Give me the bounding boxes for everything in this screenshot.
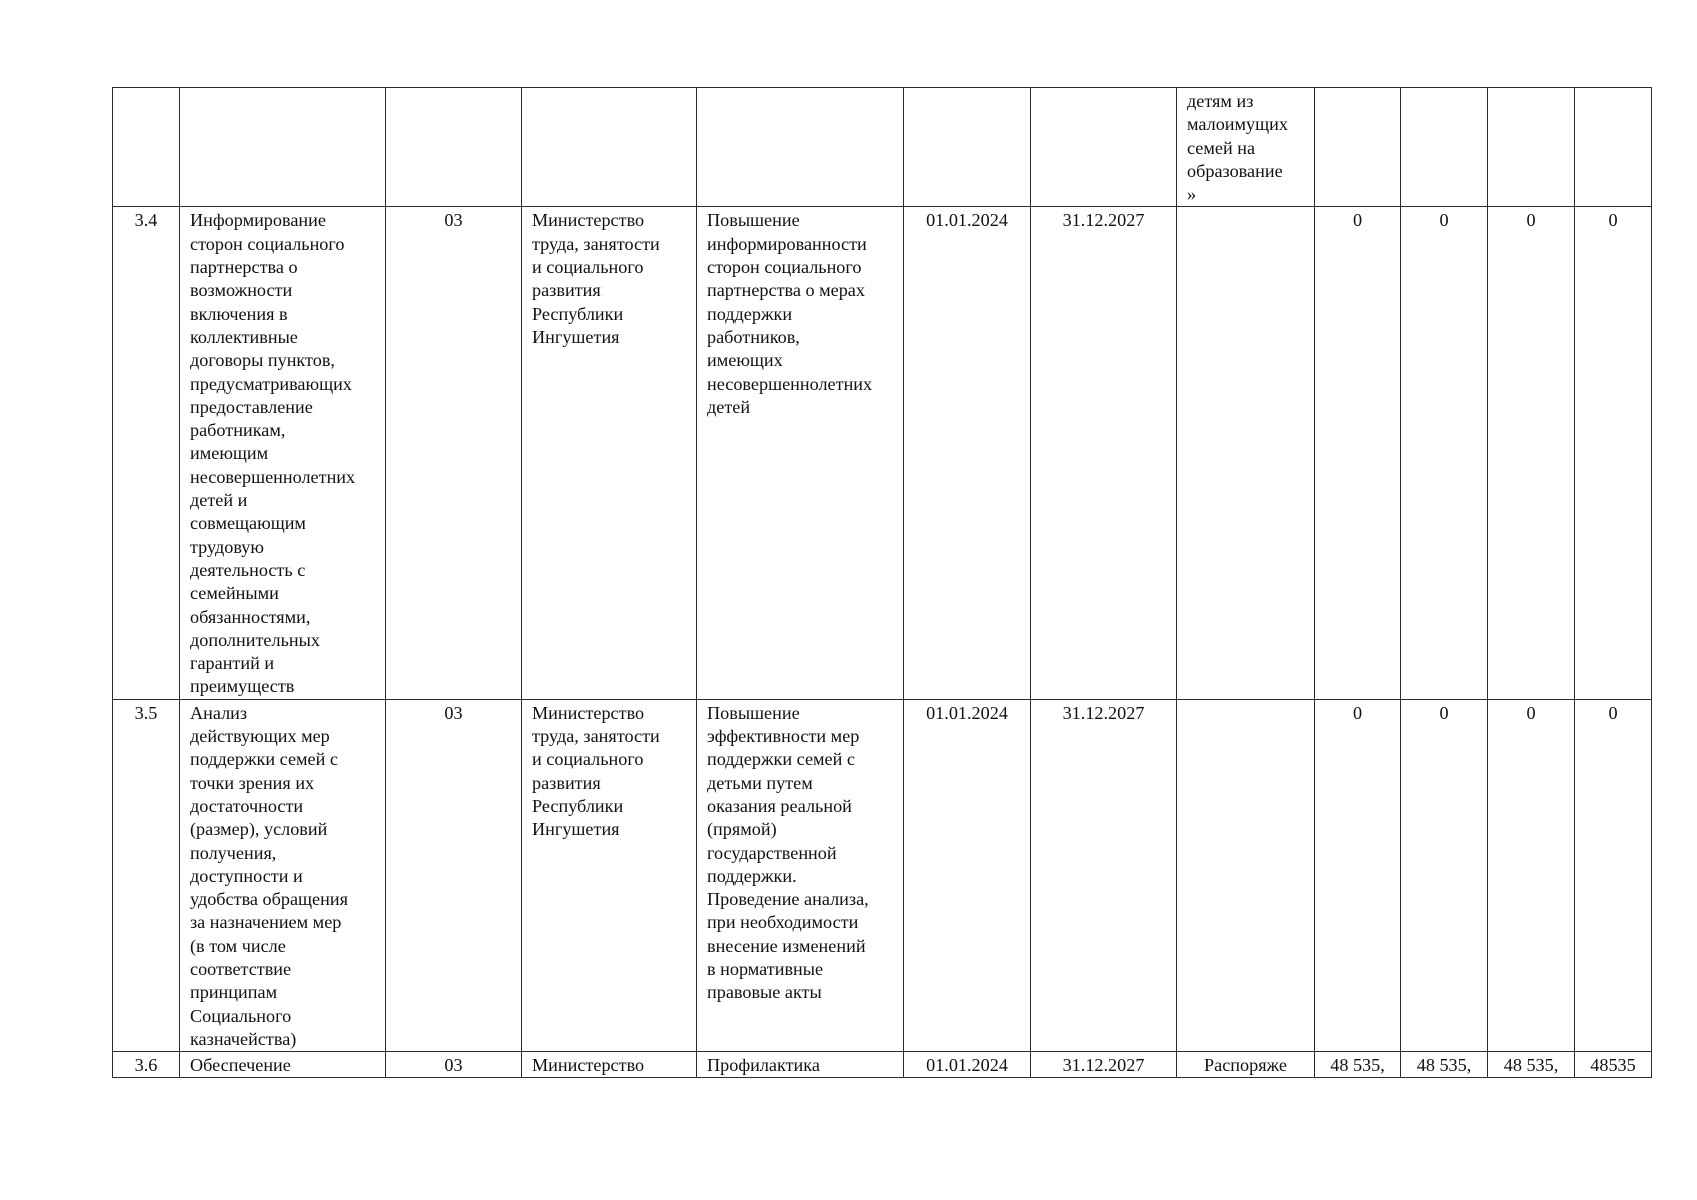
- cell-value: [1575, 88, 1652, 207]
- cell-code: 03: [386, 699, 522, 1051]
- cell-value: 0: [1401, 207, 1488, 699]
- cell-note: [1177, 207, 1315, 699]
- cell-code: 03: [386, 1052, 522, 1078]
- cell-value: 0: [1488, 207, 1575, 699]
- cell-num: 3.5: [113, 699, 180, 1051]
- cell-value: [1488, 88, 1575, 207]
- cell-name: Информирование сторон социального партнерства о возможности включения в коллективные договоры пунктов, предусматривающих предоставление работникам, имеющим несовершеннолетних детей и совмещающим трудовую деятельность с семейными обязанностями, дополнительных гарантий и преимуществ: [180, 207, 386, 699]
- table-row: [113, 1052, 1652, 1078]
- cell-executor: Министерство: [522, 1052, 697, 1078]
- cell-code: 03: [386, 207, 522, 699]
- cell-value: 0: [1575, 699, 1652, 1051]
- cell-value: 0: [1315, 207, 1401, 699]
- measures-table: [112, 87, 1652, 1078]
- cell-code: [386, 88, 522, 207]
- cell-value: 0: [1401, 699, 1488, 1051]
- cell-note: детям из малоимущих семей на образование »: [1177, 88, 1315, 207]
- cell-value: [1315, 88, 1401, 207]
- cell-name: Анализ действующих мер поддержки семей с точки зрения их достаточности (размер), условий получения, доступности и удобства обращения за назначением мер (в том числе соответствие принципам Социального казначейства): [180, 699, 386, 1051]
- cell-end: 31.12.2027: [1031, 207, 1177, 699]
- cell-end: 31.12.2027: [1031, 699, 1177, 1051]
- cell-end: 31.12.2027: [1031, 1052, 1177, 1078]
- cell-end: [1031, 88, 1177, 207]
- cell-start: 01.01.2024: [904, 1052, 1031, 1078]
- cell-note: Распоряже: [1177, 1052, 1315, 1078]
- cell-name: [180, 88, 386, 207]
- cell-value: 48 535,: [1401, 1052, 1488, 1078]
- cell-value: 48 535,: [1488, 1052, 1575, 1078]
- table-row: [113, 699, 1652, 1051]
- cell-result: Профилактика: [697, 1052, 904, 1078]
- cell-result: [697, 88, 904, 207]
- cell-value: 0: [1488, 699, 1575, 1051]
- cell-name: Обеспечение: [180, 1052, 386, 1078]
- table-row: [113, 88, 1652, 207]
- cell-result: Повышение информированности сторон социального партнерства о мерах поддержки работников, имеющих несовершеннолетних детей: [697, 207, 904, 699]
- cell-value: 48535: [1575, 1052, 1652, 1078]
- cell-num: 3.6: [113, 1052, 180, 1078]
- cell-num: 3.4: [113, 207, 180, 699]
- cell-value: 0: [1315, 699, 1401, 1051]
- cell-result: Повышение эффективности мер поддержки семей с детьми путем оказания реальной (прямой) государственной поддержки. Проведение анализа, при необходимости внесение изменений в нормативные правовые акты: [697, 699, 904, 1051]
- cell-value: [1401, 88, 1488, 207]
- cell-note: [1177, 699, 1315, 1051]
- cell-value: 48 535,: [1315, 1052, 1401, 1078]
- cell-start: 01.01.2024: [904, 699, 1031, 1051]
- table-row: [113, 207, 1652, 699]
- cell-executor: Министерство труда, занятости и социального развития Республики Ингушетия: [522, 699, 697, 1051]
- cell-value: 0: [1575, 207, 1652, 699]
- cell-start: 01.01.2024: [904, 207, 1031, 699]
- cell-executor: Министерство труда, занятости и социального развития Республики Ингушетия: [522, 207, 697, 699]
- cell-executor: [522, 88, 697, 207]
- cell-start: [904, 88, 1031, 207]
- cell-num: [113, 88, 180, 207]
